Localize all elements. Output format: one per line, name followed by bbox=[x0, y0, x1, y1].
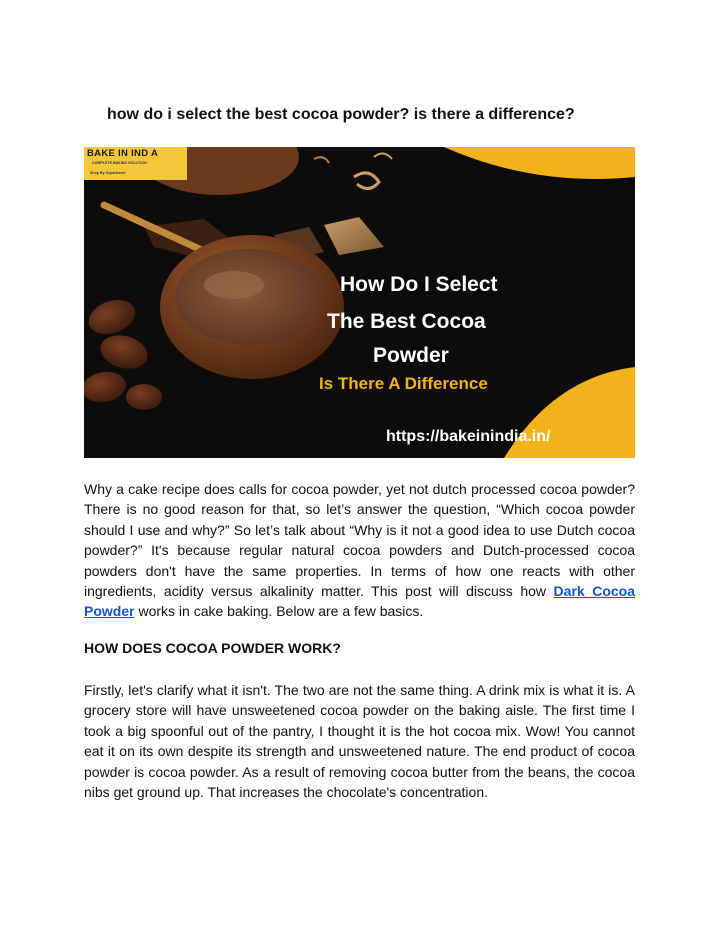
logo-shop-text: Shop By Department bbox=[90, 171, 126, 175]
cocoa-curl bbox=[374, 153, 392, 159]
section-paragraph: Firstly, let's clarify what it isn't. The two are not the same thing. A drink mix is what it is. A grocery store will have unsweetened cocoa powder on the baking aisle. The first time I took a big spoonful out of the pantry, I thought it is the hot cocoa mix. Wow! You cannot eat it on its own despite its strength and unsweetened nature. The end product of cocoa powder is cocoa powder. As a result of removing cocoa butter from the beans, the cocoa nibs get ground up. That increases the chocolate's concentration. bbox=[84, 682, 635, 801]
banner-url: https://bakeinindia.in/ bbox=[386, 428, 551, 445]
banner-image bbox=[84, 147, 635, 458]
cocoa-curl bbox=[314, 157, 329, 163]
section-heading: HOW DOES COCOA POWDER WORK? bbox=[84, 640, 341, 656]
brand-logo bbox=[84, 147, 187, 180]
dark-cocoa-powder-link[interactable]: Dark Cocoa Powder bbox=[84, 583, 635, 620]
logo-tagline: COMPLETE BAKING SOLUTION bbox=[92, 161, 147, 165]
cocoa-bean bbox=[84, 294, 140, 340]
top-accent-shape bbox=[444, 147, 635, 179]
cocoa-bean bbox=[97, 330, 152, 373]
banner-headline-line: How Do I Select bbox=[340, 273, 498, 296]
intro-paragraph bbox=[84, 479, 635, 622]
cocoa-bean bbox=[126, 384, 162, 410]
cocoa-chunk bbox=[324, 217, 384, 255]
intro-text: Why a cake recipe does calls for cocoa powder, yet not dutch processed cocoa powder? There is no good reason for that, so let’s answer the question, “Which cocoa powder should I use and why?” So let’s talk about “Why is it not a good idea to use Dutch cocoa powder?” It's because regular natural cocoa powders and Dutch-processed cocoa powders don't have the same properties. In terms of how one reacts with other ingredients, acidity versus alkalinity matter. This post will discuss how bbox=[84, 481, 635, 600]
cocoa-curl bbox=[354, 173, 379, 189]
banner-headline-line: The Best Cocoa bbox=[327, 310, 486, 333]
logo-text: BAKE IN IND A bbox=[87, 148, 159, 159]
cocoa-bean bbox=[84, 368, 128, 405]
powder-highlight bbox=[204, 271, 264, 299]
page-title: how do i select the best cocoa powder? is there a difference? bbox=[107, 106, 575, 123]
banner-subheadline: Is There A Difference bbox=[319, 374, 488, 393]
banner-headline-line: Powder bbox=[373, 344, 449, 367]
cocoa-illustration bbox=[84, 147, 635, 458]
intro-text-end: works in cake baking. Below are a few basics. bbox=[138, 603, 424, 620]
